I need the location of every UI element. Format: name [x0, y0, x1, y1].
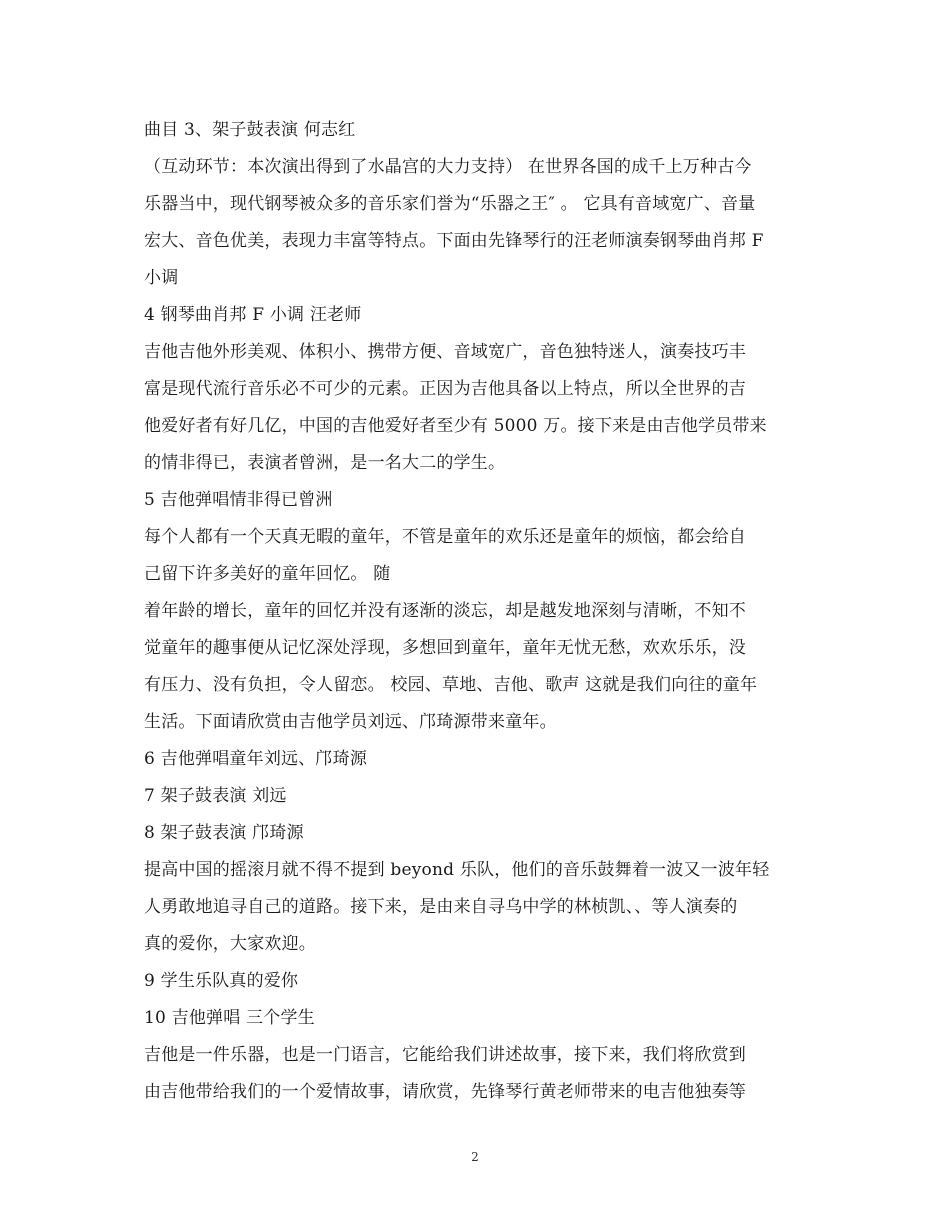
text-line: 每个人都有一个天真无暇的童年，不管是童年的欢乐还是童年的烦恼，都会给自 — [144, 527, 746, 547]
text-line: 着年龄的增长，童年的回忆并没有逐渐的淡忘，却是越发地深刻与清晰，不知不 — [144, 601, 746, 621]
text-line: 吉他吉他外形美观、体积小、携带方便、音域宽广，音色独特迷人，演奏技巧丰 — [144, 342, 746, 362]
text-line: 他爱好者有好几亿，中国的吉他爱好者至少有 5000 万。接下来是由吉他学员带来 — [144, 416, 767, 436]
text-line: 有压力、没有负担，令人留恋。 校园、草地、吉他、歌声 这就是我们向往的童年 — [144, 675, 758, 695]
text-line: 8 架子鼓表演 邝琦源 — [144, 823, 304, 843]
text-line: 己留下许多美好的童年回忆。 随 — [144, 564, 391, 584]
text-line: 曲目 3、架子鼓表演 何志红 — [144, 120, 356, 140]
text-line: 的情非得已，表演者曾洲，是一名大二的学生。 — [144, 453, 506, 473]
text-line: 提高中国的摇滚月就不得不提到 beyond 乐队，他们的音乐鼓舞着一波又一波年轻 — [144, 860, 770, 880]
text-line: 人勇敢地追寻自己的道路。接下来，是由来自寻乌中学的林桢凯、、等人演奏的 — [144, 897, 738, 917]
text-line: 觉童年的趣事便从记忆深处浮现，多想回到童年，童年无忧无愁，欢欢乐乐，没 — [144, 638, 746, 658]
page-body-text — [144, 112, 812, 1111]
text-line: 5 吉他弹唱情非得已曾洲 — [144, 490, 333, 510]
text-line: 乐器当中，现代钢琴被众多的音乐家们誉为“乐器之王″ 。 它具有音域宽广、音量 — [144, 194, 756, 214]
text-line: 6 吉他弹唱童年刘远、邝琦源 — [144, 749, 368, 769]
text-line: 真的爱你，大家欢迎。 — [144, 934, 316, 954]
text-line: 10 吉他弹唱 三个学生 — [144, 1008, 315, 1028]
text-line: 7 架子鼓表演 刘远 — [144, 786, 287, 806]
text-line: 生活。下面请欣赏由吉他学员刘远、邝琦源带来童年。 — [144, 712, 557, 732]
text-line: 9 学生乐队真的爱你 — [144, 971, 299, 991]
text-line: 小调 — [144, 268, 179, 288]
text-line: 吉他是一件乐器，也是一门语言，它能给我们讲述故事，接下来，我们将欣赏到 — [144, 1045, 746, 1065]
text-line: （互动环节：本次演出得到了水晶宫的大力支持） 在世界各国的成千上万种古今 — [144, 157, 752, 177]
text-line: 宏大、音色优美，表现力丰富等特点。下面由先锋琴行的汪老师演奏钢琴曲肖邦 F — [144, 231, 764, 251]
page-number: 2 — [471, 1150, 479, 1164]
text-line: 4 钢琴曲肖邦 F 小调 汪老师 — [144, 305, 362, 325]
text-line: 由吉他带给我们的一个爱情故事，请欣赏，先锋琴行黄老师带来的电吉他独奏等 — [144, 1082, 746, 1102]
text-line: 富是现代流行音乐必不可少的元素。正因为吉他具备以上特点，所以全世界的吉 — [144, 379, 746, 399]
